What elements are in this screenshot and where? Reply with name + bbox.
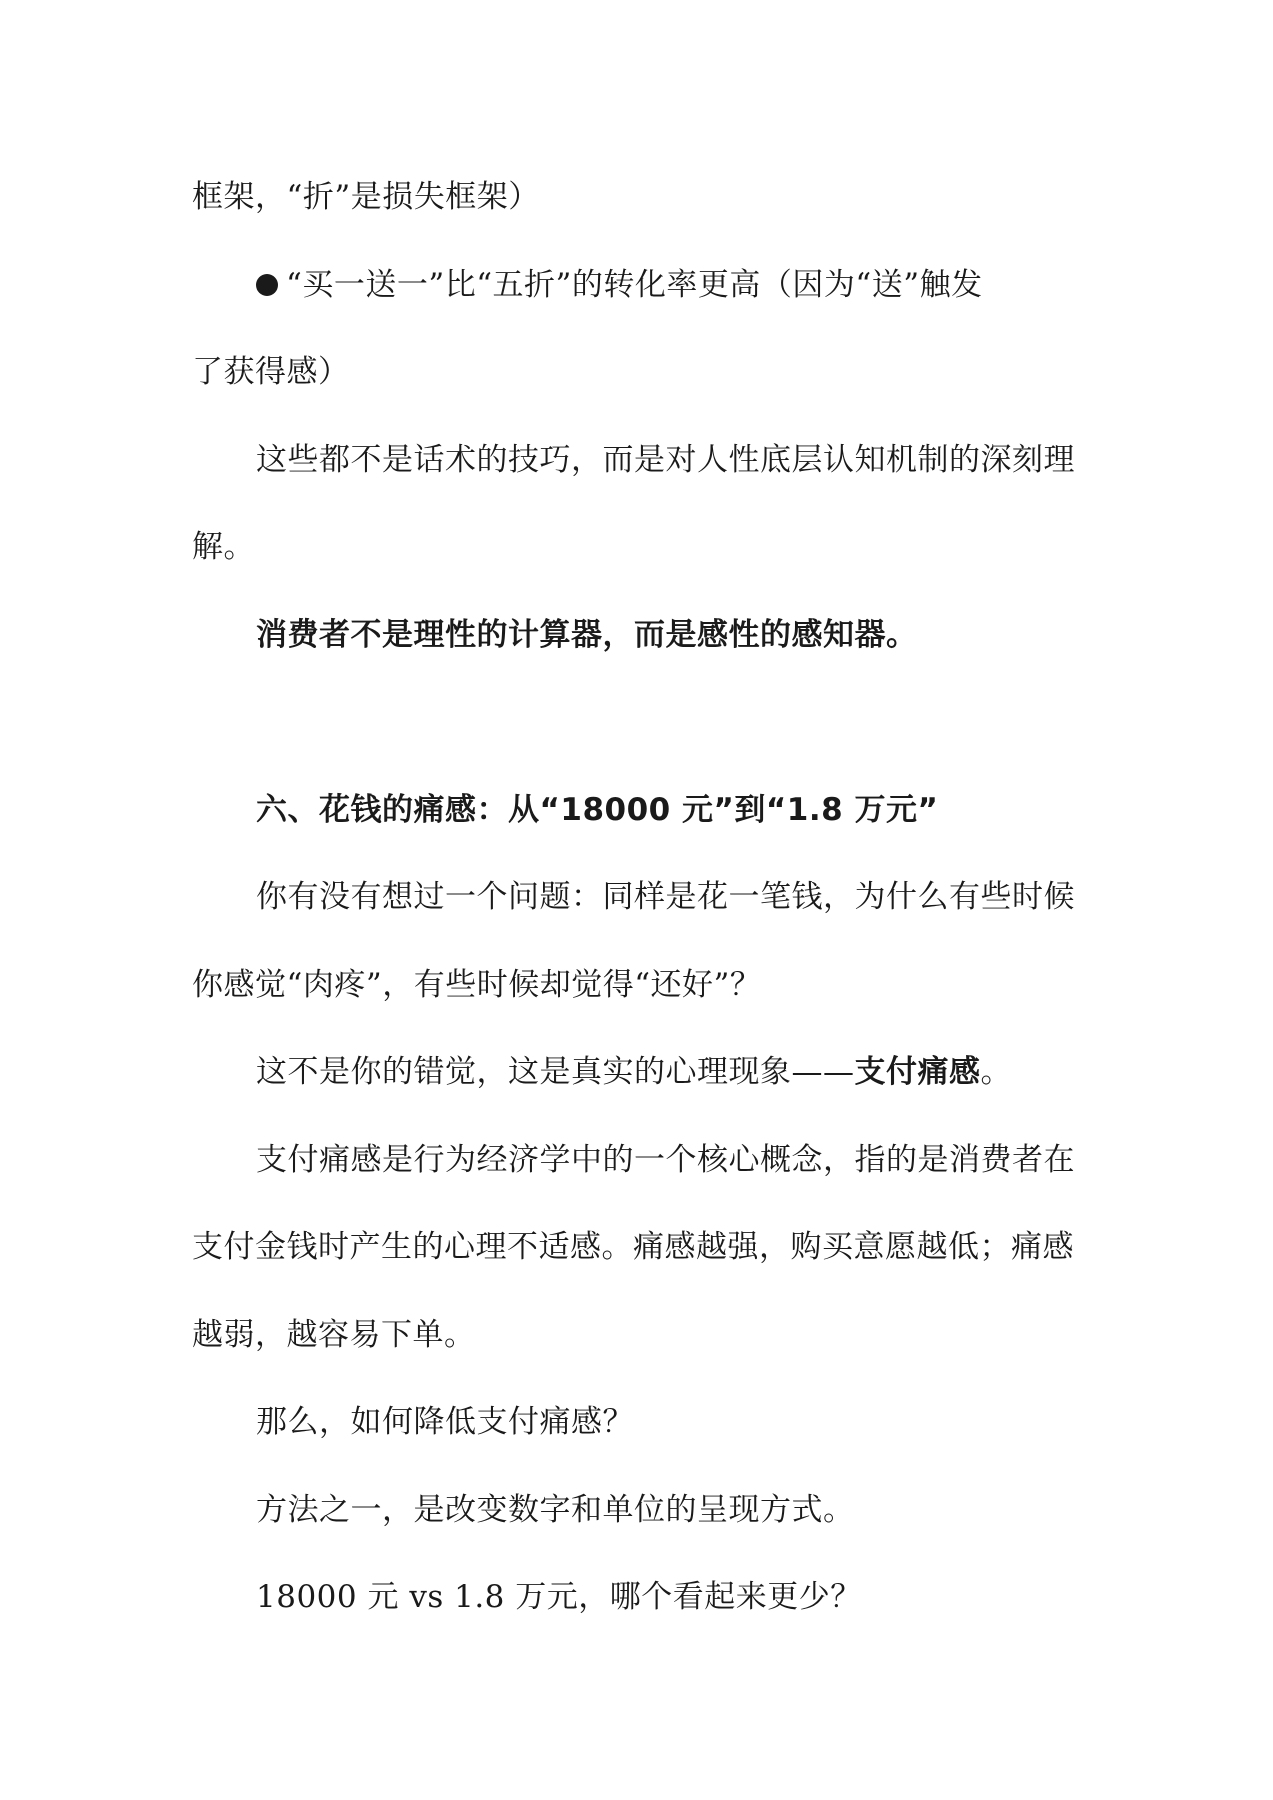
- paragraph-line: 你感觉“肉疼”，有些时候却觉得“还好”？: [192, 967, 762, 1003]
- text-run: 这不是你的错觉，这是真实的心理现象——: [256, 1054, 855, 1090]
- paragraph-line: 支付痛感是行为经济学中的一个核心概念，指的是消费者在: [256, 1142, 1075, 1178]
- paragraph-line: 解。: [192, 529, 255, 565]
- paragraph-line: 了获得感）: [192, 354, 350, 390]
- paragraph-line: 越弱，越容易下单。: [192, 1317, 476, 1353]
- paragraph-line: 框架，“折”是损失框架）: [192, 179, 540, 215]
- section-heading: 六、花钱的痛感：从“18000 元”到“1.8 万元”: [256, 792, 939, 828]
- paragraph-line: 方法之一，是改变数字和单位的呈现方式。: [256, 1492, 855, 1528]
- text-run: 。: [980, 1054, 1012, 1090]
- emphasis-statement: 消费者不是理性的计算器，而是感性的感知器。: [256, 617, 918, 653]
- paragraph-line: [256, 1052, 1012, 1092]
- bold-term: 支付痛感: [854, 1054, 981, 1090]
- paragraph-line: 那么，如何降低支付痛感？: [256, 1404, 634, 1440]
- bullet-icon: [256, 274, 278, 296]
- paragraph-line: 这些都不是话术的技巧，而是对人性底层认知机制的深刻理: [256, 442, 1075, 478]
- bullet-text: “买一送一”比“五折”的转化率更高（因为“送”触发: [286, 267, 983, 303]
- bullet-item: [256, 265, 983, 305]
- paragraph-line: 18000 元 vs 1.8 万元，哪个看起来更少？: [256, 1579, 862, 1615]
- paragraph-line: 你有没有想过一个问题：同样是花一笔钱，为什么有些时候: [256, 879, 1075, 915]
- paragraph-line: 支付金钱时产生的心理不适感。痛感越强，购买意愿越低；痛感: [192, 1229, 1074, 1265]
